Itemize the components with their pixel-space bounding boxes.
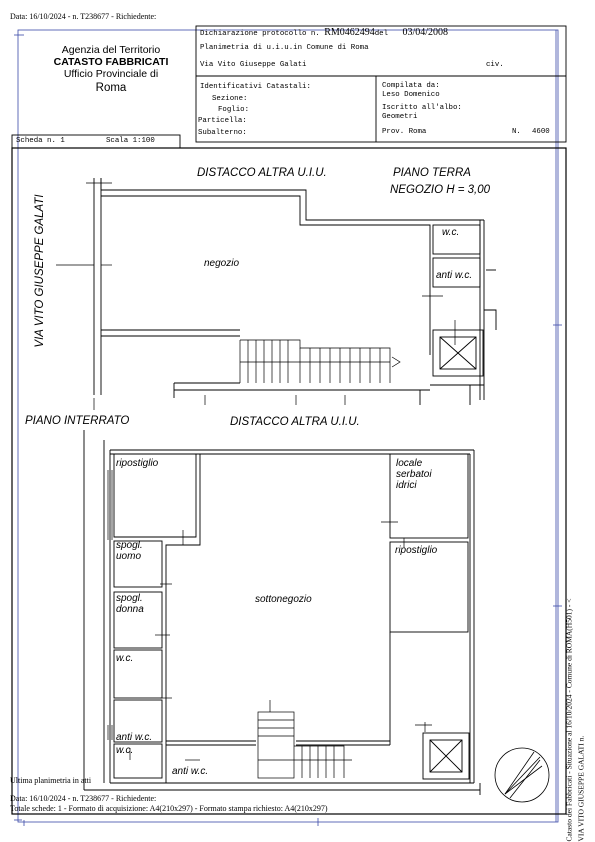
room-wc-top: w.c. [442,227,460,238]
room-spogl-donna [116,593,144,615]
room-anti-wc-top: anti w.c. [436,270,473,281]
room-locale-serbatoi [396,458,432,491]
footer-last-plan: Ultima planimetria in atti [10,776,92,785]
cadastral-subalterno: Subalterno: [198,129,247,137]
room-negozio: negozio [204,258,240,269]
protocol-label: Dichiarazione protocollo n. [200,30,320,38]
ground-floor-door-marks [56,183,455,345]
scale-label: Scala 1:100 [106,137,155,145]
civ-label: civ. [486,61,504,69]
spogl-donna-line2: donna [116,604,144,615]
footer-totale: Totale schede: 1 - Formato di acquisizione: A4(210x297) - Formato stampa richiesto: A4(210x297) [10,804,328,813]
side-street-text: VIA VITO GIUSEPPE GALATI n. [576,735,586,842]
drawing-frame [12,148,566,814]
north-arrow-icon [495,748,549,802]
room-sottonegozio: sottonegozio [255,594,312,605]
agency-block [28,44,194,94]
compiled-name: Leso Domenico [382,90,440,99]
basement-door-marks [108,470,432,760]
cadastral-foglio: Foglio: [218,106,250,114]
room-anti-wc-2: anti w.c. [172,766,209,777]
blue-frame-ticks [14,35,562,826]
piano-terra-label: PIANO TERRA [393,167,471,179]
ground-floor-walls [94,178,496,405]
protocol-date: 03/04/2008 [402,27,449,38]
room-ripostiglio-right: ripostiglio [395,545,438,556]
compiled-profession: Geometri [382,112,418,121]
distacco-top-label: DISTACCO ALTRA U.I.U. [197,167,327,179]
compiled-iscritto: Iscritto all'albo: [382,104,462,112]
room-wc-1: w.c. [116,653,134,664]
piano-interrato-label: PIANO INTERRATO [25,415,130,427]
agency-line2: CATASTO FABBRICATI [53,56,169,68]
protocol-line [200,27,448,38]
planimetria-line: Planimetria di u.i.u.in Comune di Roma [200,44,369,52]
room-wc-2: w.c. [116,745,134,756]
address-line: Via Vito Giuseppe Galati [200,61,307,69]
distacco-bottom-label: DISTACCO ALTRA U.I.U. [230,416,360,428]
protocol-del: del [374,30,389,38]
agency-line4: Roma [95,82,127,94]
agency-line3: Ufficio Provinciale di [63,68,159,80]
compiled-n-label: N. [512,128,521,136]
compiled-prov: Prov. Roma [382,128,427,136]
locale-line2: serbatoi [396,469,432,480]
header-date-line: Data: 16/10/2024 - n. T238677 - Richiedente: [10,12,157,21]
negozio-height-label: NEGOZIO H = 3,00 [390,184,491,196]
compiled-label: Compilata da: [382,82,440,90]
room-anti-wc-1: anti w.c. [116,732,153,743]
locale-line1: locale [396,458,423,469]
room-spogl-uomo [116,540,143,562]
street-name-label: VIA VITO GIUSEPPE GALATI [34,194,46,348]
agency-line1: Agenzia del Territorio [61,44,161,56]
spogl-uomo-line2: uomo [116,551,142,562]
footer-data-line: Data: 16/10/2024 - n. T238677 - Richiedente: [10,794,157,803]
cadastral-particella: Particella: [198,117,247,125]
room-ripostiglio-left: ripostiglio [116,458,159,469]
side-situation-text: Catasto dei Fabbricati - Situazione al 16/10/2024 - Comune di ROMA(H501) - < [564,598,574,842]
spogl-donna-line1: spogl. [116,593,143,604]
dimension-ticks [94,178,345,410]
protocol-number: RM0462494 [324,27,375,38]
ground-floor-stairs [240,340,400,383]
compiled-n-value: 4600 [532,128,550,136]
cadastral-sezione: Sezione: [212,95,248,103]
locale-line3: idrici [396,480,417,491]
compiled-block [382,82,462,121]
cadastral-heading: Identificativi Catastali: [200,83,311,91]
scheda-label: Scheda n. 1 [16,137,65,145]
spogl-uomo-line1: spogl. [116,540,143,551]
